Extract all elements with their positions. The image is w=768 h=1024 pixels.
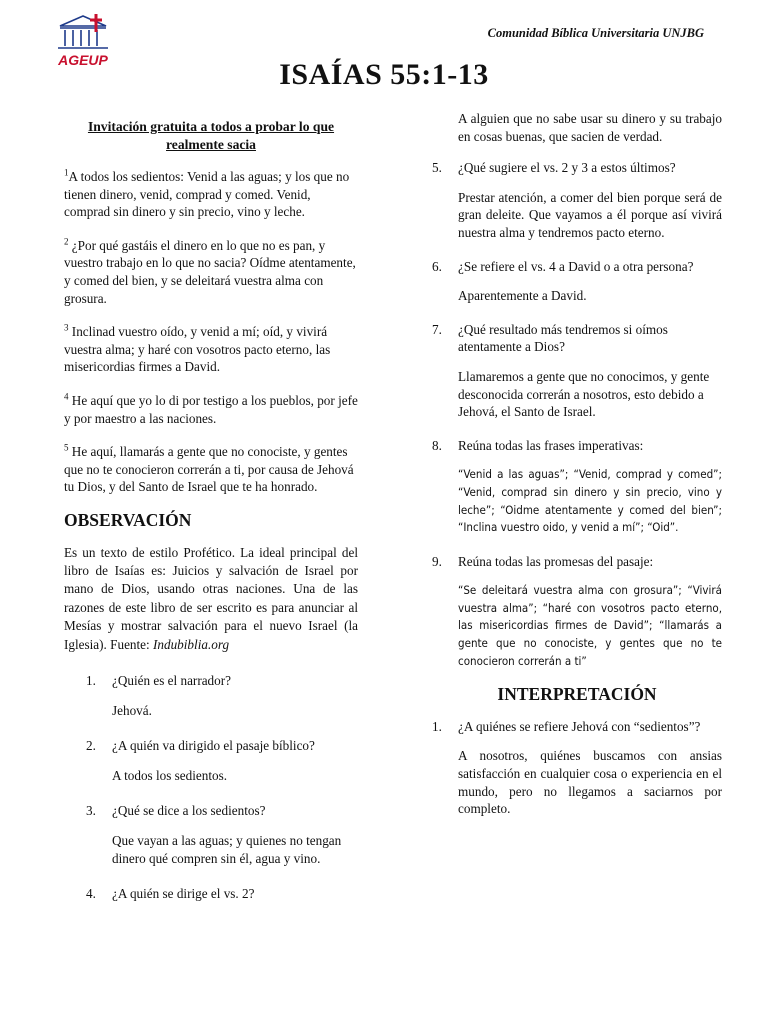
question-text: ¿Qué resultado más tendremos si oímos atentamente a Dios? (458, 321, 668, 355)
left-column (64, 118, 358, 903)
verse-text: He aquí, llamarás a gente que no conociste, y gentes que no te conocieron correrán a ti, por causa de Jehová tu Dios, y del Santo de Israel que te ha honrado. (64, 444, 354, 495)
question (432, 258, 722, 276)
interpretacion-heading: INTERPRETACIÓN (497, 684, 657, 705)
question (432, 321, 722, 356)
question-text: Reúna todas las frases imperativas: (458, 437, 644, 453)
question-number: 1. (432, 718, 442, 734)
verse-number: 5 (64, 442, 69, 453)
verse-number: 1 (64, 167, 69, 178)
question-number: 6. (432, 258, 442, 274)
question (64, 885, 358, 903)
question-text: ¿Qué se dice a los sedientos? (112, 803, 266, 819)
verse-number: 3 (64, 322, 69, 333)
question (432, 159, 722, 177)
question (432, 553, 722, 571)
verse-number: 2 (64, 236, 69, 247)
answer: Que vayan a las aguas; y quienes no tengan dinero qué compren sin él, agua y vino. (112, 832, 342, 866)
page-title: ISAÍAS 55:1-13 (279, 58, 489, 91)
observacion-heading: OBSERVACIÓN (64, 509, 192, 530)
question (64, 737, 358, 755)
question-text: ¿Se refiere el vs. 4 a David o a otra persona? (458, 258, 694, 274)
question (64, 802, 358, 820)
question-number: 4. (86, 886, 96, 902)
question-text: ¿A quién va dirigido el pasaje bíblico? (112, 738, 315, 754)
verse-number: 4 (64, 391, 69, 402)
answer: A todos los sedientos. (112, 767, 228, 783)
question-number: 7. (432, 321, 442, 337)
question (432, 437, 722, 455)
logo-text: AGEUP (58, 52, 108, 68)
answer: Jehová. (112, 702, 152, 718)
observacion-source: Indubiblia.org (153, 636, 230, 652)
verse (64, 237, 358, 307)
verse-text: A todos los sedientos: Venid a las aguas; y los que no tienen dinero, venid, comprad y comed. Venid, comprad sin dinero y sin precio, vino y leche. (64, 169, 350, 220)
answer: Prestar atención, a comer del bien porque será de gran deleite. Que vayamos a él porque así vivirá nuestra alma y tendremos pacto eterno. (458, 189, 722, 240)
question-number: 5. (432, 160, 442, 176)
answer: Aparentemente a David. (458, 288, 587, 304)
verse-text: Inclinad vuestro oído, y venid a mí; oíd, y vivirá vuestra alma; y haré con vosotros pacto eterno, las misericordias firmes a David. (64, 324, 331, 375)
verse (64, 392, 358, 427)
question-text: Reúna todas las promesas del pasaje: (458, 553, 654, 569)
question (64, 672, 358, 690)
answer: “Venid a las aguas”; “Venid, comprad y comed”; “Venid, comprad sin dinero y sin precio, vino y leche”; “Oidme atentamente y comed del bien”; “Inclina vuestro oido, y venid a mí”; “Oid”. (458, 467, 722, 535)
verse-text: ¿Por qué gastáis el dinero en lo que no es pan, y vuestro trabajo en lo que no sacia? Oídme atentamente, y comed del bien, y se deleitará vuestra alma con grosura. (64, 237, 356, 306)
answer: “Se deleitará vuestra alma con grosura”; “Vivirá vuestra alma”; “haré con vosotros pacto eterno, las misericordias firmes de David”; “llamarás a gente que no conociste, y gentes que no te conocieron correrán a ti” (458, 583, 722, 668)
observacion-text (64, 544, 358, 654)
verse (64, 323, 358, 376)
question-number: 1. (86, 672, 96, 688)
verse-text: He aquí que yo lo di por testigo a los pueblos, por jefe y por maestro a las naciones. (64, 392, 358, 426)
verse (64, 168, 358, 221)
passage-subtitle: Invitación gratuita a todos a probar lo que realmente sacia (87, 119, 335, 152)
organization-name: Comunidad Bíblica Universitaria UNJBG (487, 26, 704, 40)
question-number: 2. (86, 738, 96, 754)
answer: A alguien que no sabe usar su dinero y su trabajo en cosas buenas, que sacien de verdad. (458, 111, 722, 144)
question-number: 3. (86, 803, 96, 819)
question-text: ¿Qué sugiere el vs. 2 y 3 a estos últimos? (458, 160, 676, 176)
question-number: 8. (432, 437, 442, 453)
question-text: ¿A quiénes se refiere Jehová con “sedientos”? (458, 718, 701, 734)
answer: Llamaremos a gente que no conocimos, y gente desconocida correrán a nosotros, esto debido a Jehová, el Santo de Israel. (458, 368, 710, 420)
question (432, 718, 722, 736)
question-number: 9. (432, 553, 442, 569)
right-column (432, 110, 722, 834)
question-text: ¿Quién es el narrador? (112, 672, 231, 688)
answer: A nosotros, quiénes buscamos con ansias satisfacción en cualquier cosa o experiencia en el mundo, pero no llegamos a saciarnos por completo. (458, 748, 722, 817)
question-text: ¿A quién se dirige el vs. 2? (112, 886, 255, 902)
verse (64, 443, 358, 496)
observacion-body: Es un texto de estilo Profético. La ideal principal del libro de Isaías es: Juicios y salvación de Israel por mano de Dios, usando otras naciones. Una de las razones de este libro de ser escrito es para anunciar al Mesías y mostrar salvación para el nuevo Israel (la Iglesia). Fuente: (64, 544, 358, 652)
